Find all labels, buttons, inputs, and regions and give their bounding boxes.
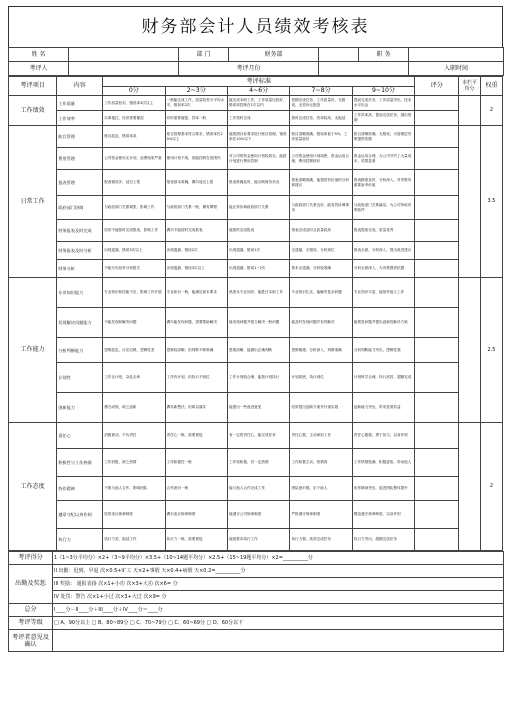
standard-cell: 执行力差，拖延工作 [103, 529, 165, 551]
form-title: 财务部会计人员绩效考核表 [8, 6, 503, 47]
standard-cell: 有时需要催促，效率一般 [165, 111, 227, 126]
standard-cell: 出现遗漏，错误3次以上 [165, 260, 227, 278]
standard-cell: 与政府部门关系融洽，为公司争取有利条件 [352, 196, 414, 220]
dept-label: 部 门 [179, 48, 229, 62]
standard-cell: 执行力突出，超额完成任务 [352, 529, 414, 551]
standard-cell: 一般能完成工作，质量较差平平均水平，错误率2次 [165, 96, 227, 111]
col-item: 考评项目 [9, 77, 57, 96]
criteria-row [9, 477, 503, 501]
col-weight: 权重 [481, 77, 503, 96]
criteria-row [9, 393, 503, 423]
score-input[interactable] [415, 423, 459, 449]
band-header: 7~8分 [290, 87, 352, 96]
standard-cell: 提前完成任务，工作质量突出，技术水平出众 [352, 96, 414, 111]
standard-cell: 消极被动，不负责任 [103, 423, 165, 449]
standard-cell: 偶尔能发现问题，需要帮助解决 [165, 308, 227, 338]
standard-cell: 执行力一般，需要督促 [165, 529, 227, 551]
standard-cell: 账目清晰准确，错误率低于5%，工作质量较好 [290, 126, 352, 148]
criteria-item: 责任心 [57, 423, 103, 449]
standard-cell: 计划周密，执行到位 [290, 363, 352, 393]
standard-cell: 能提出一些改进意见 [228, 393, 290, 423]
criteria-row [9, 449, 503, 477]
criteria-item: 政府部门协调 [57, 196, 103, 220]
attendance-row[interactable]: II 出勤：迟到、早退 次×0.5+旷工 天×2+事假 天×0.4+病假 天×0.2=__________分 [53, 565, 504, 578]
standard-cell: 账目清晰准确，无错误，为管理层决策提供依据 [352, 126, 414, 148]
weight-cell: 2 [481, 96, 503, 126]
standard-cell: 分析全面深入，为决策提供依据 [352, 260, 414, 278]
criteria-row [9, 242, 503, 260]
standard-cell: 经常违反规章制度 [103, 501, 165, 529]
standard-cell: 责任心一般，需要督促 [165, 423, 227, 449]
standard-cell: 报表提前完成，质量优秀 [352, 220, 414, 242]
weight-cell: 3.5 [481, 126, 503, 278]
criteria-item: 财务报表及时分析 [57, 242, 103, 260]
standard-cell: 对公司的资金使用计划较周全，能按计划进行费用控制 [228, 148, 290, 170]
standard-cell: 资金运用合理，为公司节约了大量成本，效果显著 [352, 148, 414, 170]
band-header: 2~3分 [165, 87, 227, 96]
standard-cell: 责任心极强，勇于担当，以身作则 [352, 423, 414, 449]
standard-cell: 执行力强，高效完成任务 [290, 529, 352, 551]
score-input[interactable] [415, 170, 459, 196]
standard-cell: 报表准确及时，能反映财务状况 [228, 170, 290, 196]
avg-cell[interactable] [459, 278, 481, 423]
criteria-item: 发现解决问题能力 [57, 308, 103, 338]
criteria-row [9, 423, 503, 449]
criteria-row [9, 501, 503, 529]
criteria-item: 创新能力 [57, 393, 103, 423]
weight-cell: 2.5 [481, 278, 503, 423]
standard-cell: 工作无计划，杂乱无章 [103, 363, 165, 393]
standard-cell: 按期完成任务，工作质量好，无错误，无投诉无抱怨 [290, 96, 352, 111]
score-input[interactable] [415, 96, 459, 111]
standard-cell: 合作意识一般 [165, 477, 227, 501]
standard-cell: 按时完成任务，效率较高，无拖延 [290, 111, 352, 126]
standard-cell: 团队意识强，乐于助人 [290, 477, 352, 501]
criteria-item: 账目管理 [57, 126, 103, 148]
criteria-row [9, 338, 503, 363]
score-input[interactable] [415, 529, 459, 551]
section-name: 工作能力 [9, 278, 57, 423]
score-input[interactable] [415, 126, 459, 148]
criteria-row [9, 278, 503, 308]
standard-cell: 墨守成规，缺乏创新 [103, 393, 165, 423]
standard-cell: 工作有计划，但执行不到位 [165, 363, 227, 393]
standard-cell: 偶尔不能按时完成报表 [165, 220, 227, 242]
standard-cell: 能正常协调政府部门关系 [228, 196, 290, 220]
month-label: 考评月份 [179, 62, 319, 76]
criteria-item: 财务分析 [57, 260, 103, 278]
criteria-item: 工作效率 [57, 111, 103, 126]
standard-cell: 出现遗漏，错误3次以上 [103, 242, 165, 260]
standard-cell: 报表错误多，延迟上报 [103, 170, 165, 196]
criteria-row [9, 170, 503, 196]
criteria-item: 工作质量 [57, 96, 103, 111]
standard-cell: 工作热情饱满，积极进取，带动他人 [352, 449, 414, 477]
criteria-row [9, 308, 503, 338]
standard-cell: 责任心强，主动承担工作 [290, 423, 352, 449]
criteria-row [9, 529, 503, 551]
score-input[interactable] [415, 278, 459, 308]
criteria-item: 遵章守纪以身作则 [57, 501, 103, 529]
standard-cell: 经常不能按时完成报表，影响工作 [103, 220, 165, 242]
comment-field[interactable] [53, 630, 504, 652]
standard-cell: 无遗漏，无错误，分析到位 [290, 242, 352, 260]
name-label: 姓 名 [9, 48, 69, 62]
standard-cell: 偶有新想法，但难以落实 [165, 393, 227, 423]
score-label: 考评得分 [9, 552, 53, 565]
standard-cell: 能发现问题并独立解决一般问题 [228, 308, 290, 338]
standard-cell: 思维清晰，能做出正确判断 [228, 338, 290, 363]
score-input[interactable] [415, 220, 459, 242]
grade-label: 考评等级 [9, 617, 53, 630]
standard-cell: 工作较积极，有一定热情 [228, 449, 290, 477]
standard-cell: 报表基本准确，偶尔延迟上报 [165, 170, 227, 196]
standard-cell: 账目混乱，错误率高 [103, 126, 165, 148]
standard-cell: 计划科学合理，执行高效，超额完成 [352, 363, 414, 393]
standard-cell: 报表完成及时且质量较高 [290, 220, 352, 242]
score-input[interactable] [415, 501, 459, 529]
avg-cell[interactable] [459, 96, 481, 126]
criteria-row [9, 220, 503, 242]
attendance-label: 出勤及奖惩 [9, 565, 53, 604]
weight-cell: 2 [481, 423, 503, 551]
standard-cell: 专业知识扎实，能解决复杂问题 [290, 278, 352, 308]
standard-cell: 工作积极主动，热情高 [290, 449, 352, 477]
col-avg: 本栏平均分 [459, 77, 481, 96]
criteria-item: 财务报表及时完成 [57, 220, 103, 242]
score-formula[interactable]: 1（1~3分平均分）×2+（3~9平均分）×3.5+（10~14题平均分）×2.5+（15~19题平均分）×2=__________分 [53, 552, 504, 565]
criteria-item: 专业知识能力 [57, 278, 103, 308]
criteria-row [9, 96, 503, 111]
score-input[interactable] [415, 196, 459, 220]
standard-cell: 能按时完成报表 [228, 220, 290, 242]
standard-cell: 偶尔违反规章制度 [165, 501, 227, 529]
standard-cell: 专业知识一般，能满足基本要求 [165, 278, 227, 308]
standard-cell: 工作积极性一般 [165, 449, 227, 477]
standard-cell: 能按照目标要求进行账目管理，错误率在10%以下 [228, 126, 290, 148]
standard-cell: 与政府部门关系良好，能有效协调事务 [290, 196, 352, 220]
criteria-item: 计划性 [57, 363, 103, 393]
total-formula[interactable]: I____分－II____分＋III____分＋IV____分＝____分 [53, 604, 504, 617]
standard-cell: 工作按时完成 [228, 111, 290, 126]
standard-cell: 与政府部门关系紧张，影响工作 [103, 196, 165, 220]
standard-cell: 工作消极，缺乏热情 [103, 449, 165, 477]
standard-cell: 出现遗漏，错误1~2次 [228, 260, 290, 278]
standard-cell: 不愿与他人合作，影响团队 [103, 477, 165, 501]
section-name: 日常工作 [9, 126, 57, 278]
standard-cell: 有一定的责任心，能完成任务 [228, 423, 290, 449]
standard-cell: 公司资金使用无计划，浪费现象严重 [103, 148, 165, 170]
comment-label: 考评者意见及确认 [9, 630, 53, 652]
section-name: 工作绩效 [9, 96, 57, 126]
evaluator-field[interactable] [69, 62, 179, 76]
reward-row[interactable]: III 奖励： 通报表扬 次×1+小功 次×3+大功 次×6= 分 [53, 578, 504, 591]
post-field[interactable] [409, 48, 504, 62]
standard-cell: 出现遗漏，错误2次 [165, 242, 227, 260]
grade-options[interactable]: □ A、90分以上 □ B、80~89分 □ C、70~79分 □ C、60~69分 □ D、60分以下 [53, 617, 504, 630]
standard-cell: 协作精神突出，促进团队整体提升 [352, 477, 414, 501]
standard-cell: 思维混乱，反应迟缓，逻辑性差 [103, 338, 165, 363]
criteria-row [9, 260, 503, 278]
standard-cell: 能与他人合作完成工作 [228, 477, 290, 501]
band-header: 0分 [103, 87, 165, 96]
standard-cell: 工作质量低劣，错误率3次以上 [103, 96, 165, 111]
standard-cell: 报表清晰准确，能提供有价值的分析和建议 [290, 170, 352, 196]
score-input[interactable] [415, 449, 459, 477]
standard-cell: 与政府部门关系一般，偶有摩擦 [165, 196, 227, 220]
criteria-item: 协作精神 [57, 477, 103, 501]
criteria-row [9, 111, 503, 126]
standard-cell: 基本无遗漏，分析较准确 [290, 260, 352, 278]
standard-cell: 专业知识和技能不足，影响工作开展 [103, 278, 165, 308]
standard-cell: 账目管理基本符合要求，错误率在20%以上 [165, 126, 227, 148]
standard-cell: 公司资金使用计划周密，资金运用合理，费用控制较好 [290, 148, 352, 170]
col-standard: 考评标准 [103, 77, 415, 87]
standard-cell: 创新能力突出，带来显著效益 [352, 393, 414, 423]
score-input[interactable] [415, 111, 459, 126]
criteria-row [9, 126, 503, 148]
criteria-row [9, 363, 503, 393]
band-header: 4~6分 [228, 87, 290, 96]
standard-cell: 专业知识丰富，能指导他人工作 [352, 278, 414, 308]
standard-cell: 报表全面，分析深入，提出改进建议 [352, 242, 414, 260]
criteria-row [9, 196, 503, 220]
month-field[interactable] [319, 62, 409, 76]
criteria-item: 执行力 [57, 529, 103, 551]
score-input[interactable] [415, 148, 459, 170]
dept-value[interactable]: 财务部 [229, 48, 319, 62]
criteria-row [9, 148, 503, 170]
standard-cell: 能及时发现问题并有效解决 [290, 308, 352, 338]
score-input[interactable] [415, 260, 459, 278]
standard-cell: 出现遗漏，错误1次 [228, 242, 290, 260]
band-header: 9~10分 [352, 87, 414, 96]
standard-cell: 能完成本职工作，工作质量比较好，错误率控制在1次以内 [228, 96, 290, 111]
standard-cell: 熟悉本专业知识，能胜任本职工作 [228, 278, 290, 308]
score-input[interactable] [415, 363, 459, 393]
section-name: 工作态度 [9, 423, 57, 551]
criteria-item: 分析判断能力 [57, 338, 103, 363]
standard-cell: 分析判断能力突出，逻辑性强 [352, 338, 414, 363]
col-score: 评分 [415, 77, 459, 96]
name-field[interactable] [69, 48, 179, 62]
standard-cell: 工作效率高，提前完成任务，超出预期 [352, 111, 414, 126]
standard-cell: 经常提出创新方案并付诸实施 [290, 393, 352, 423]
penalty-row[interactable]: IV 处罚：警告 次×1+小过 次×3+大过 次×9= 分 [53, 591, 504, 604]
score-input[interactable] [415, 393, 459, 423]
join-label: 入职时间 [409, 62, 504, 76]
appraisal-form [8, 0, 503, 652]
standard-cell: 能预见问题并提出创新性解决方案 [352, 308, 414, 338]
score-input[interactable] [415, 477, 459, 501]
standard-cell: 使用计划不周，但能控制在范围内 [165, 148, 227, 170]
avg-cell[interactable] [459, 423, 481, 551]
standard-cell: 能遵守公司规章制度 [228, 501, 290, 529]
criteria-item: 积极性与工作热情 [57, 449, 103, 477]
post-label: 职 务 [359, 48, 409, 62]
standard-cell: 严格遵守规章制度 [290, 501, 352, 529]
standard-cell: 不能发现和解决问题 [103, 308, 165, 338]
summary-table [8, 551, 504, 652]
info-table [8, 47, 504, 76]
score-input[interactable] [415, 338, 459, 363]
criteria-table [8, 76, 503, 551]
standard-cell: 不能写出财务分析报告 [103, 260, 165, 278]
criteria-item: 报表管理 [57, 170, 103, 196]
evaluator-label: 考评人 [9, 62, 69, 76]
total-label: 总分 [9, 604, 53, 617]
criteria-item: 费用管理 [57, 148, 103, 170]
avg-cell[interactable] [459, 126, 481, 278]
score-input[interactable] [415, 308, 459, 338]
standard-cell: 能按要求执行工作 [228, 529, 290, 551]
standard-cell: 工作计划较合理，能按计划执行 [228, 363, 290, 393]
standard-cell: 思维较清晰，但判断不够准确 [165, 338, 227, 363]
col-content: 内容 [57, 77, 103, 96]
standard-cell: 模范遵守规章制度，以身作则 [352, 501, 414, 529]
standard-cell: 办事拖拉，经常需要催促 [103, 111, 165, 126]
standard-cell: 报表精准及时，分析深入，对决策有重要参考价值 [352, 170, 414, 196]
standard-cell: 思维敏捷，分析深入，判断准确 [290, 338, 352, 363]
score-input[interactable] [415, 242, 459, 260]
